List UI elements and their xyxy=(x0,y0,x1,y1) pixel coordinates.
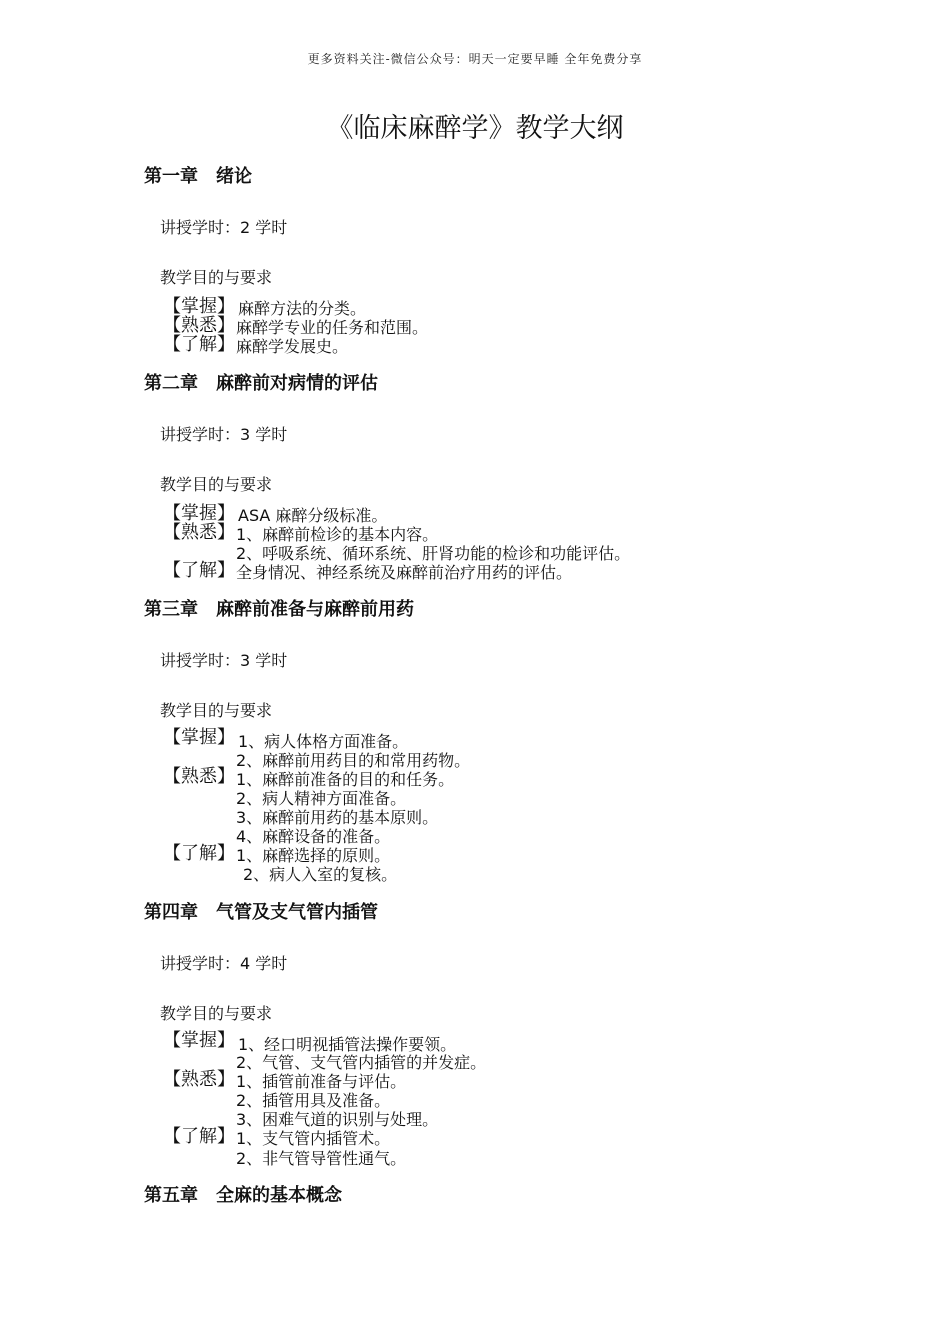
list-item: 3、麻醉前用药的基本原则。 xyxy=(236,808,439,827)
list-item: 4、麻醉设备的准备。 xyxy=(236,827,391,846)
list-item: 全身情况、神经系统及麻醉前治疗用药的评估。 xyxy=(236,563,573,582)
chapter-title: 第一章 绪论 xyxy=(144,166,252,187)
list-item: 1、麻醉选择的原则。 xyxy=(236,846,391,865)
list-item: ASA 麻醉分级标准。 xyxy=(238,506,388,525)
document-title: 《临床麻醉学》教学大纲 xyxy=(326,113,624,144)
teaching-hours: 讲授学时：3 学时 xyxy=(160,425,288,444)
list-item: 2、麻醉前用药目的和常用药物。 xyxy=(236,751,471,770)
requirements-label: 教学目的与要求 xyxy=(160,1004,273,1023)
tag-mastery: 【掌握】 xyxy=(163,1030,235,1051)
list-item: 1、麻醉前检诊的基本内容。 xyxy=(236,525,439,544)
list-item: 2、呼吸系统、循环系统、肝肾功能的检诊和功能评估。 xyxy=(236,544,631,563)
requirements-label: 教学目的与要求 xyxy=(160,701,273,720)
header-note: 更多资料关注-微信公众号：明天一定要早睡 全年免费分享 xyxy=(307,52,643,66)
tag-mastery: 【掌握】 xyxy=(163,727,235,748)
teaching-hours: 讲授学时：3 学时 xyxy=(160,651,288,670)
teaching-hours: 讲授学时：4 学时 xyxy=(160,954,288,973)
chapter-title: 第三章 麻醉前准备与麻醉前用药 xyxy=(144,599,414,620)
tag-mastery: 【掌握】 xyxy=(163,503,235,524)
teaching-hours: 讲授学时：2 学时 xyxy=(160,218,288,237)
tag-understand: 【了解】 xyxy=(163,334,235,355)
list-item: 麻醉学专业的任务和范围。 xyxy=(236,318,429,337)
list-item: 1、支气管内插管术。 xyxy=(236,1129,391,1148)
list-item: 2、插管用具及准备。 xyxy=(236,1091,391,1110)
tag-familiar: 【熟悉】 xyxy=(163,315,235,336)
tag-understand: 【了解】 xyxy=(163,843,235,864)
list-item: 2、非气管导管性通气。 xyxy=(236,1149,407,1168)
requirements-label: 教学目的与要求 xyxy=(160,475,273,494)
list-item: 麻醉方法的分类。 xyxy=(238,299,367,318)
list-item: 3、困难气道的识别与处理。 xyxy=(236,1110,439,1129)
list-item: 1、经口明视插管法操作要领。 xyxy=(238,1035,457,1054)
chapter-title: 第二章 麻醉前对病情的评估 xyxy=(144,373,378,394)
chapter-title: 第四章 气管及支气管内插管 xyxy=(144,902,378,923)
list-item: 1、病人体格方面准备。 xyxy=(238,732,409,751)
requirements-label: 教学目的与要求 xyxy=(160,268,273,287)
list-item: 麻醉学发展史。 xyxy=(236,337,349,356)
tag-mastery: 【掌握】 xyxy=(163,296,235,317)
tag-familiar: 【熟悉】 xyxy=(163,766,235,787)
list-item: 2、气管、支气管内插管的并发症。 xyxy=(236,1053,487,1072)
list-item: 2、病人入室的复核。 xyxy=(243,865,398,884)
tag-familiar: 【熟悉】 xyxy=(163,522,235,543)
list-item: 1、麻醉前准备的目的和任务。 xyxy=(236,770,455,789)
tag-familiar: 【熟悉】 xyxy=(163,1069,235,1090)
tag-understand: 【了解】 xyxy=(163,1126,235,1147)
list-item: 1、插管前准备与评估。 xyxy=(236,1072,407,1091)
tag-understand: 【了解】 xyxy=(163,560,235,581)
chapter-title: 第五章 全麻的基本概念 xyxy=(144,1185,342,1206)
list-item: 2、病人精神方面准备。 xyxy=(236,789,407,808)
